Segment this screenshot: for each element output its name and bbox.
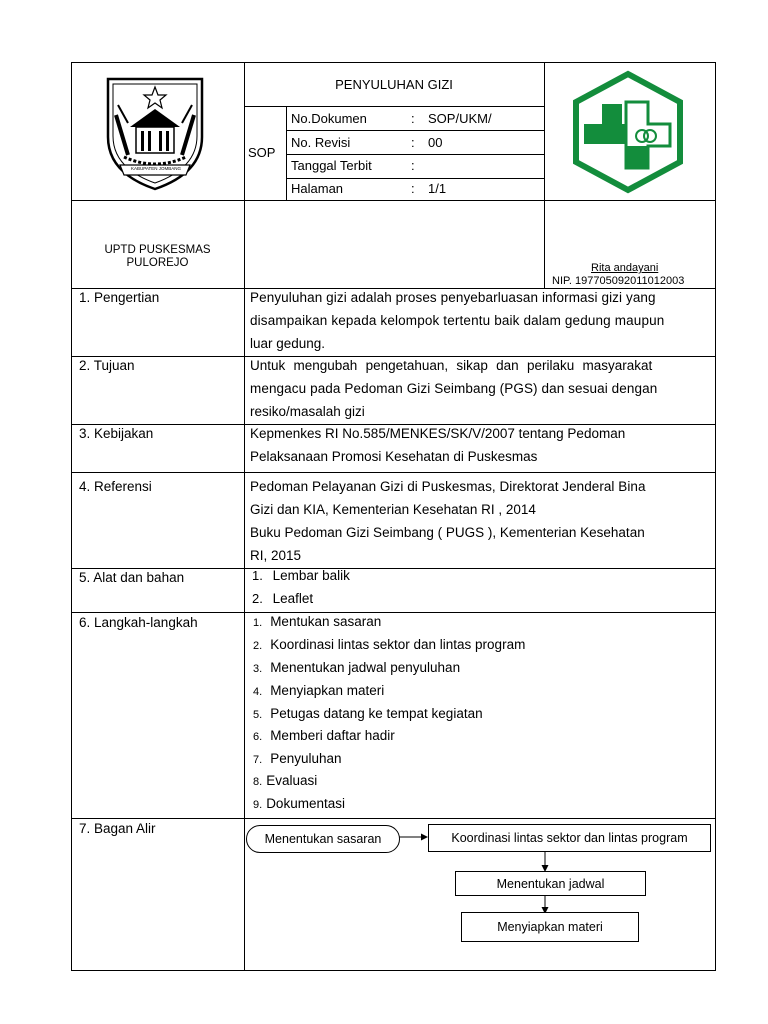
list-number: 9. — [253, 799, 263, 811]
flow-node-jadwal: Menentukan jadwal — [455, 871, 646, 896]
meta-sep: : — [411, 181, 415, 196]
list-item — [253, 796, 345, 811]
section-text-kebijakan — [250, 422, 708, 468]
meta-label-no-dokumen: No.Dokumen — [291, 111, 367, 126]
flow-node-start: Menentukan sasaran — [246, 825, 400, 853]
text-line: Gizi dan KIA, Kementerian Kesehatan RI , 2014 — [250, 502, 536, 517]
meta-value-no-revisi: 00 — [428, 135, 443, 150]
section-label-tujuan: 2. Tujuan — [79, 358, 135, 373]
list-text: Lembar balik — [272, 568, 350, 583]
text-line: Kepmenkes RI No.585/MENKES/SK/V/2007 tentang Pedoman — [250, 426, 626, 441]
text-line: disampaikan kepada kelompok tertentu baik dalam gedung maupun — [250, 313, 665, 328]
list-number: 3. — [253, 663, 263, 675]
meta-value-no-dokumen: SOP/UKM/ — [428, 111, 492, 126]
list-text: Evaluasi — [266, 773, 318, 788]
list-number: 8. — [253, 776, 263, 788]
list-number: 2. — [253, 640, 263, 652]
list-item — [253, 728, 395, 743]
list-text: Petugas datang ke tempat kegiatan — [270, 706, 483, 721]
list-text: Menentukan jadwal penyuluhan — [270, 660, 461, 675]
meta-sep: : — [411, 158, 415, 173]
list-number: 1. — [252, 568, 263, 583]
section-label-kebijakan: 3. Kebijakan — [79, 426, 154, 441]
meta-label-tanggal-terbit: Tanggal Terbit — [291, 158, 372, 173]
list-text: Dokumentasi — [266, 796, 345, 811]
section-label-alat: 5. Alat dan bahan — [79, 570, 185, 585]
district-seal-logo — [100, 75, 210, 191]
text-line: Buku Pedoman Gizi Seimbang ( PUGS ), Kementerian Kesehatan — [250, 525, 645, 540]
list-item — [253, 660, 460, 675]
section-text-tujuan — [250, 354, 708, 423]
section-text-pengertian — [250, 286, 708, 355]
section-label-langkah: 6. Langkah-langkah — [79, 615, 198, 630]
list-item — [252, 568, 350, 583]
meta-sep: : — [411, 111, 415, 126]
list-text: Memberi daftar hadir — [270, 728, 395, 743]
text-line: Pedoman Pelayanan Gizi di Puskesmas, Direktorat Jenderal Bina — [250, 479, 646, 494]
section-label-referensi: 4. Referensi — [79, 479, 152, 494]
text-line: mengacu pada Pedoman Gizi Seimbang (PGS) dan sesuai dengan — [250, 381, 658, 396]
section-label-bagan: 7. Bagan Alir — [79, 821, 156, 836]
text-line: Pelaksanaan Promosi Kesehatan di Puskesmas — [250, 449, 538, 464]
text-line: Penyuluhan gizi adalah proses penyebarluasan informasi gizi yang — [250, 290, 656, 305]
list-item — [253, 773, 317, 788]
list-item — [253, 614, 381, 629]
list-number: 1. — [253, 617, 263, 629]
signatory-name: Rita andayani — [591, 262, 659, 274]
list-text: Penyuluhan — [270, 751, 342, 766]
section-label-pengertian: 1. Pengertian — [79, 290, 160, 305]
text-line: luar gedung. — [250, 336, 326, 351]
meta-sep: : — [411, 135, 415, 150]
seal-ribbon-text: KABUPATEN JOMBANG — [130, 166, 182, 171]
signatory-nip: NIP. 197705092011012003 — [552, 275, 685, 287]
list-item — [252, 591, 313, 606]
meta-value-halaman: 1/1 — [428, 181, 447, 196]
meta-label-no-revisi: No. Revisi — [291, 135, 351, 150]
list-item — [253, 637, 525, 652]
organization-location: PULOREJO — [126, 257, 189, 269]
flow-node-materi: Menyiapkan materi — [461, 912, 639, 942]
puskesmas-logo — [566, 70, 690, 194]
list-number: 2. — [252, 591, 263, 606]
list-item — [253, 751, 342, 766]
organization-name: UPTD PUSKESMAS — [104, 244, 211, 256]
list-text: Menyiapkan materi — [270, 683, 385, 698]
list-text: Leaflet — [272, 591, 314, 606]
list-number: 4. — [253, 686, 263, 698]
list-number: 5. — [253, 709, 263, 721]
flow-node-koordinasi: Koordinasi lintas sektor dan lintas program — [428, 824, 711, 852]
text-line: RI, 2015 — [250, 548, 302, 563]
list-text: Mentukan sasaran — [270, 614, 382, 629]
section-text-referensi — [250, 475, 708, 567]
document-title: PENYULUHAN GIZI — [335, 77, 453, 92]
text-line: resiko/masalah gizi — [250, 404, 365, 419]
meta-label-halaman: Halaman — [291, 181, 344, 196]
text-line: Untuk mengubah pengetahuan, sikap dan perilaku masyarakat — [250, 358, 653, 373]
list-text: Koordinasi lintas sektor dan lintas program — [270, 637, 526, 652]
list-number: 6. — [253, 731, 263, 743]
list-number: 7. — [253, 754, 263, 766]
list-item — [253, 683, 384, 698]
list-item — [253, 706, 483, 721]
sop-label: SOP — [248, 145, 276, 160]
